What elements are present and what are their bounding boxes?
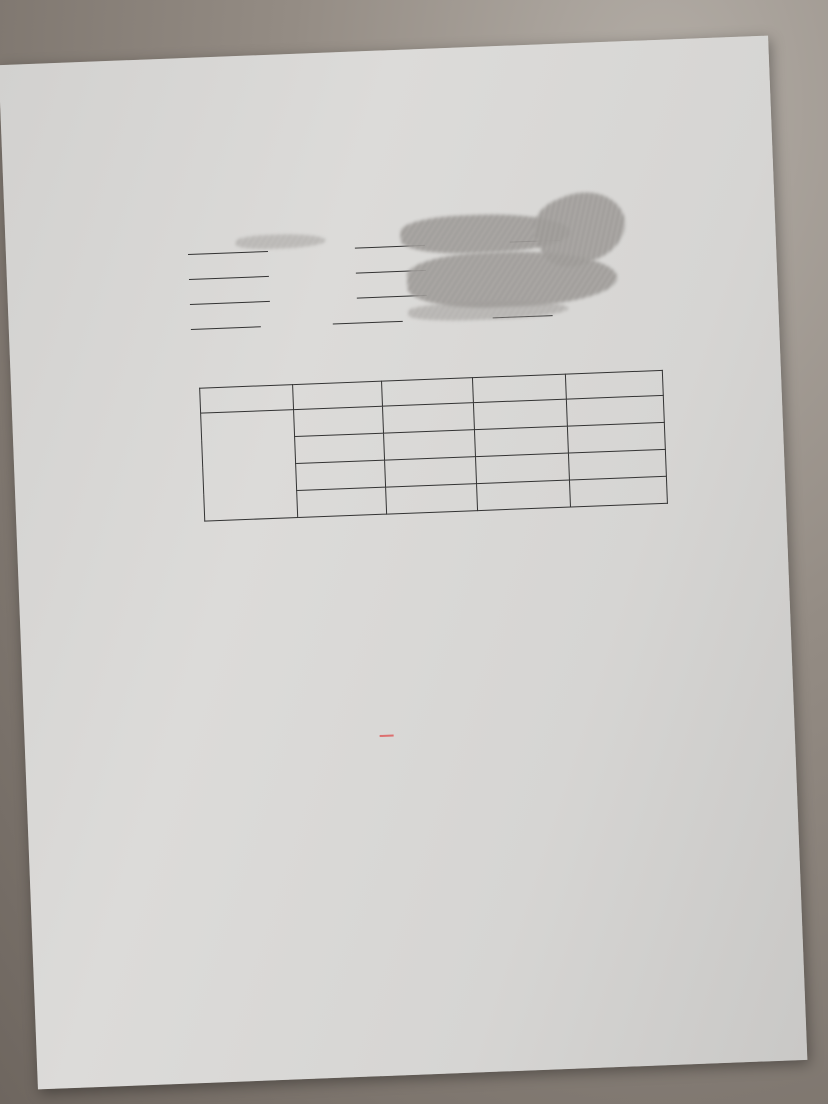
pathology-number-label <box>186 315 187 330</box>
results-table-wrap <box>199 370 668 522</box>
notes-list <box>201 761 698 970</box>
result-cell <box>477 480 571 511</box>
molecular-number-label <box>328 310 329 325</box>
clinic-number-label <box>184 265 185 280</box>
remarks-paragraph <box>187 528 657 546</box>
mutation-cell <box>385 457 477 487</box>
header-test-item <box>200 385 294 414</box>
gender-label <box>350 234 351 249</box>
ratio-cell <box>569 476 667 507</box>
report-paper <box>0 36 807 1090</box>
department-label <box>185 290 186 305</box>
result-cell <box>473 399 567 430</box>
department-value <box>189 287 270 305</box>
exon-cell <box>296 460 386 490</box>
department-field <box>185 287 270 305</box>
test-item-line2 <box>203 464 295 468</box>
name-label <box>183 240 184 255</box>
exon-cell <box>294 406 384 436</box>
redaction-blur <box>235 233 325 250</box>
header-ratio <box>565 370 663 399</box>
molecular-number-field <box>328 307 403 325</box>
header-mutation-type <box>382 378 474 406</box>
pathology-number-field <box>186 312 261 330</box>
result-cell <box>474 426 568 457</box>
ratio-cell <box>567 422 665 453</box>
clinic-number-field <box>184 262 269 280</box>
bed-number-label <box>352 284 353 299</box>
mutation-cell <box>382 403 474 433</box>
test-item-cell <box>201 410 298 521</box>
mutation-cell <box>384 430 476 460</box>
reviewer-stamp <box>380 734 394 737</box>
header-exon <box>293 381 383 409</box>
results-table <box>199 370 668 522</box>
inpatient-number-label <box>351 259 352 274</box>
ratio-cell <box>566 395 664 426</box>
header-result <box>472 374 566 403</box>
test-item-line1 <box>203 464 295 468</box>
mutation-cell <box>386 484 478 514</box>
exon-cell <box>295 433 385 463</box>
exon-cell <box>297 487 387 517</box>
ratio-cell-mutant <box>568 449 666 480</box>
result-cell-mutant <box>475 453 569 484</box>
